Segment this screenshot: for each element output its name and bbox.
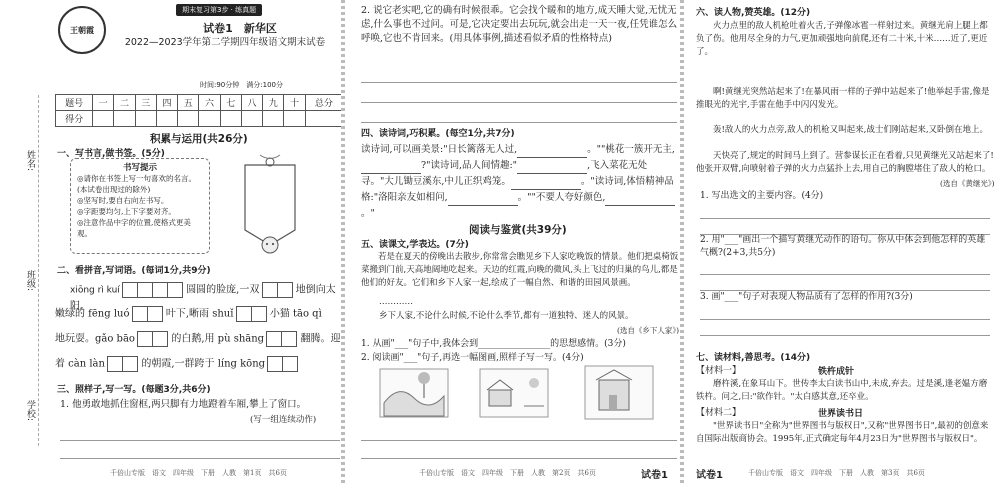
banner: 期末复习第3步 · 练真题	[176, 4, 262, 16]
page-footer: 千倍山专版 语文 四年级 下册 人教 第1页 共6页	[110, 469, 287, 477]
answer-grid[interactable]	[108, 356, 138, 372]
q5-source: (选自《乡下人家》)	[617, 326, 680, 335]
q2-title: 二、看拼音,写词语。(每词1分,共9分)	[57, 266, 211, 276]
binding-strip	[0, 0, 42, 486]
q6-1: 1. 写出选文的主要内容。(4分)	[700, 191, 824, 201]
q5-dots: …………	[379, 297, 413, 307]
q2-row-2: 嫩绿的 fēng luó 叶下,晰雨 shuǐ 小猫 tāo qì	[55, 306, 322, 322]
section-title: 积累与运用(共26分)	[150, 133, 248, 145]
class-label: 班级:	[25, 270, 35, 292]
picture-option-2[interactable]	[479, 368, 549, 418]
q6-passage-4: 天快亮了,规定的时间马上到了。营参谋长正在看着,只见黄继光又站起来了!他张开双臂,向喷射着子弹的火力点猛扑上去,用自己的胸膛堵住了敌人的枪口。	[696, 151, 994, 174]
paper-label: 试卷1	[641, 470, 668, 481]
q6-passage-2: 啊!黄继光突然站起来了!在暴风雨一样的子弹中站起来了!他举起手雷,像是推眼光的光宇,手雷在他手中闪闪发光。	[696, 87, 990, 110]
q2-row-4: 着 càn làn 的朝霞,一群跨于 líng kōng	[55, 356, 298, 372]
reading-title: 阅读与鉴赏(共39分)	[469, 224, 567, 236]
bookmark-illustration	[230, 150, 310, 260]
q2-row-1: xiōng rì kuí 圆圆的脸庞,一双 地倒向太阳。	[70, 282, 345, 314]
answer-line[interactable]	[60, 446, 340, 459]
middle-page	[349, 0, 684, 486]
paper-title: 试卷1 新华区	[203, 22, 277, 35]
q4-title: 四、读诗词,巧积累。(每空1分,共7分)	[361, 129, 515, 139]
tips-box: 书写提示 ◎请你在书签上写一句喜欢的名言。(本试卷出现过的除外) ◎坚写时,要自右向左书写。 ◎字距要均匀,上下字要对齐。 ◎注意作品中字的位置,使格式更美观。	[70, 158, 210, 254]
name-label: 姓名:	[25, 150, 35, 172]
publisher-logo: 王朝霞	[58, 6, 106, 54]
answer-line[interactable]	[700, 262, 990, 275]
q5-passage: 若是在夏天的傍晚出去散步,你常常会瞧见乡下人家吃晚饭的情景。他们把桌椅饭菜搬到门前,天高地阔地吃起来。天边的红霞,向晚的微风,头上飞过的归巢的鸟儿,都是他们的好友。它们和乡下人家一起,绘成了一幅自然、和谐的田园风景画。	[361, 252, 679, 288]
q5-passage2: 乡下人家,不论什么时候,不论什么季节,都有一道独特、迷人的风景。	[379, 311, 634, 321]
material-1-label: 【材料一】	[696, 366, 742, 376]
answer-line[interactable]	[361, 428, 677, 441]
answer-grid[interactable]	[268, 356, 298, 372]
material-1-title: 铁杵成针	[818, 367, 855, 377]
answer-line[interactable]	[361, 110, 677, 123]
school-label: 学校:	[25, 400, 35, 422]
q6-passage-3: 轰!敌人的火力点旁,敌人的机枪又叫起来,战士们刚站起来,又卧倒在地上。	[713, 125, 989, 135]
q5-2: 2. 阅读画"___"句子,再选一幅图画,照样子写一写。(4分)	[361, 353, 584, 363]
page-footer: 千倍山专版 语文 四年级 下册 人教 第2页 共6页	[419, 469, 596, 477]
q5-1: 1. 从画"___"句子中,我体会到________________的思想感情。(3分)	[361, 339, 626, 349]
answer-grid[interactable]	[133, 306, 163, 322]
page-footer: 千倍山专版 语文 四年级 下册 人教 第3页 共6页	[748, 469, 925, 477]
q6-2: 2. 用"___"画出一个描写黄继光动作的语句。你从中体会到他怎样的英雄气概?(2+3,共5分)	[700, 235, 986, 258]
answer-line[interactable]	[700, 323, 990, 336]
picture-option-1[interactable]	[379, 368, 449, 418]
time-score: 时间:90分钟 满分:100分	[200, 81, 283, 89]
answer-grid[interactable]	[237, 306, 267, 322]
q6-title: 六、读人物,赞英雄。(12分)	[696, 8, 811, 18]
score-table: 题号 一 二 三 四 五 六 七 八 九 十 总分 得分	[55, 94, 343, 127]
q6-3: 3. 画"___"句子对表现人物品质有了怎样的作用?(3分)	[700, 292, 913, 302]
answer-line[interactable]	[700, 206, 990, 219]
answer-grid[interactable]	[263, 282, 293, 298]
answer-line[interactable]	[700, 307, 990, 320]
answer-grid[interactable]	[138, 331, 168, 347]
q3-hint: (写一组连续动作)	[250, 415, 317, 425]
paper-label: 试卷1	[696, 470, 723, 481]
material-2-title: 世界读书日	[818, 409, 864, 419]
material-2-text: "世界读书日"全称为"世界图书与版权日",又称"世界图书日",最初的创意来自国际出版商协会。1995年,正式确定每年4月23日为"世界图书与版权日"。	[696, 421, 989, 444]
answer-line[interactable]	[361, 90, 677, 103]
picture-option-3[interactable]	[584, 365, 654, 420]
q2-text: 2. 说它老实吧,它的确有时候很乖。它会找个暖和的地方,成天睡大觉,无忧无虑,什么事也不过问。可是,它决定要出去玩玩,就会出走一天一夜,任凭谁怎么呼唤,它也不肯回来。(用具体事例,描述看似矛盾的性格特点)	[361, 5, 678, 44]
q2-row-3: 地玩耍。gǎo bāo 的白鹅,用 pù shāng 翻腾。迎	[55, 331, 340, 347]
q3-item: 1. 他勇敢地抓住窗框,两只脚有力地蹬着车厢,攀上了窗口。	[60, 399, 307, 410]
q6-source: (选自《黄继光》)	[940, 179, 995, 188]
answer-grid[interactable]	[267, 331, 297, 347]
material-1-text: 磨杵溪,在象耳山下。世传李太白读书山中,未成,弃去。过是溪,逢老媪方磨铁杵。问之,曰:"欲作针。"太白感其意,还卒业。	[696, 379, 988, 402]
answer-grid[interactable]	[123, 282, 183, 298]
q7-title: 七、读材料,善思考。(14分)	[696, 353, 811, 363]
q5-title: 五、读课文,学表达。(7分)	[361, 240, 469, 250]
answer-line[interactable]	[60, 428, 340, 441]
q1-title: 一、写书言,做书签。(5分)	[57, 149, 165, 159]
q4-body: 读诗词,可以画美景:"日长篱落无人过, 。""桃花一簇开无主,?"读诗词,品人间情趣:" ,飞入菜花无处寻。"大儿锄豆溪东,中儿正织鸡笼。 。"读诗词,体悟精神品格:"洛阳亲友如相问, 。""不要人夸好颜色,。"	[361, 144, 675, 219]
answer-line[interactable]	[361, 70, 677, 83]
q3-title: 三、照样子,写一写。(每题3分,共6分)	[57, 385, 211, 395]
material-2-label: 【材料二】	[696, 408, 742, 418]
right-page	[688, 0, 1000, 486]
left-page	[0, 0, 345, 486]
q6-passage-1: 火力点里的敌人机枪吐着火舌,子弹像冰雹一样射过来。黄继光肩上腿上都负了伤。他用尽全身的力气,更加顽强地向前爬,还有二十米,十米……近了,更近了。	[696, 21, 988, 57]
paper-subtitle: 2022—2023学年第二学期四年级语文期末试卷	[124, 37, 326, 48]
answer-line[interactable]	[361, 446, 677, 459]
